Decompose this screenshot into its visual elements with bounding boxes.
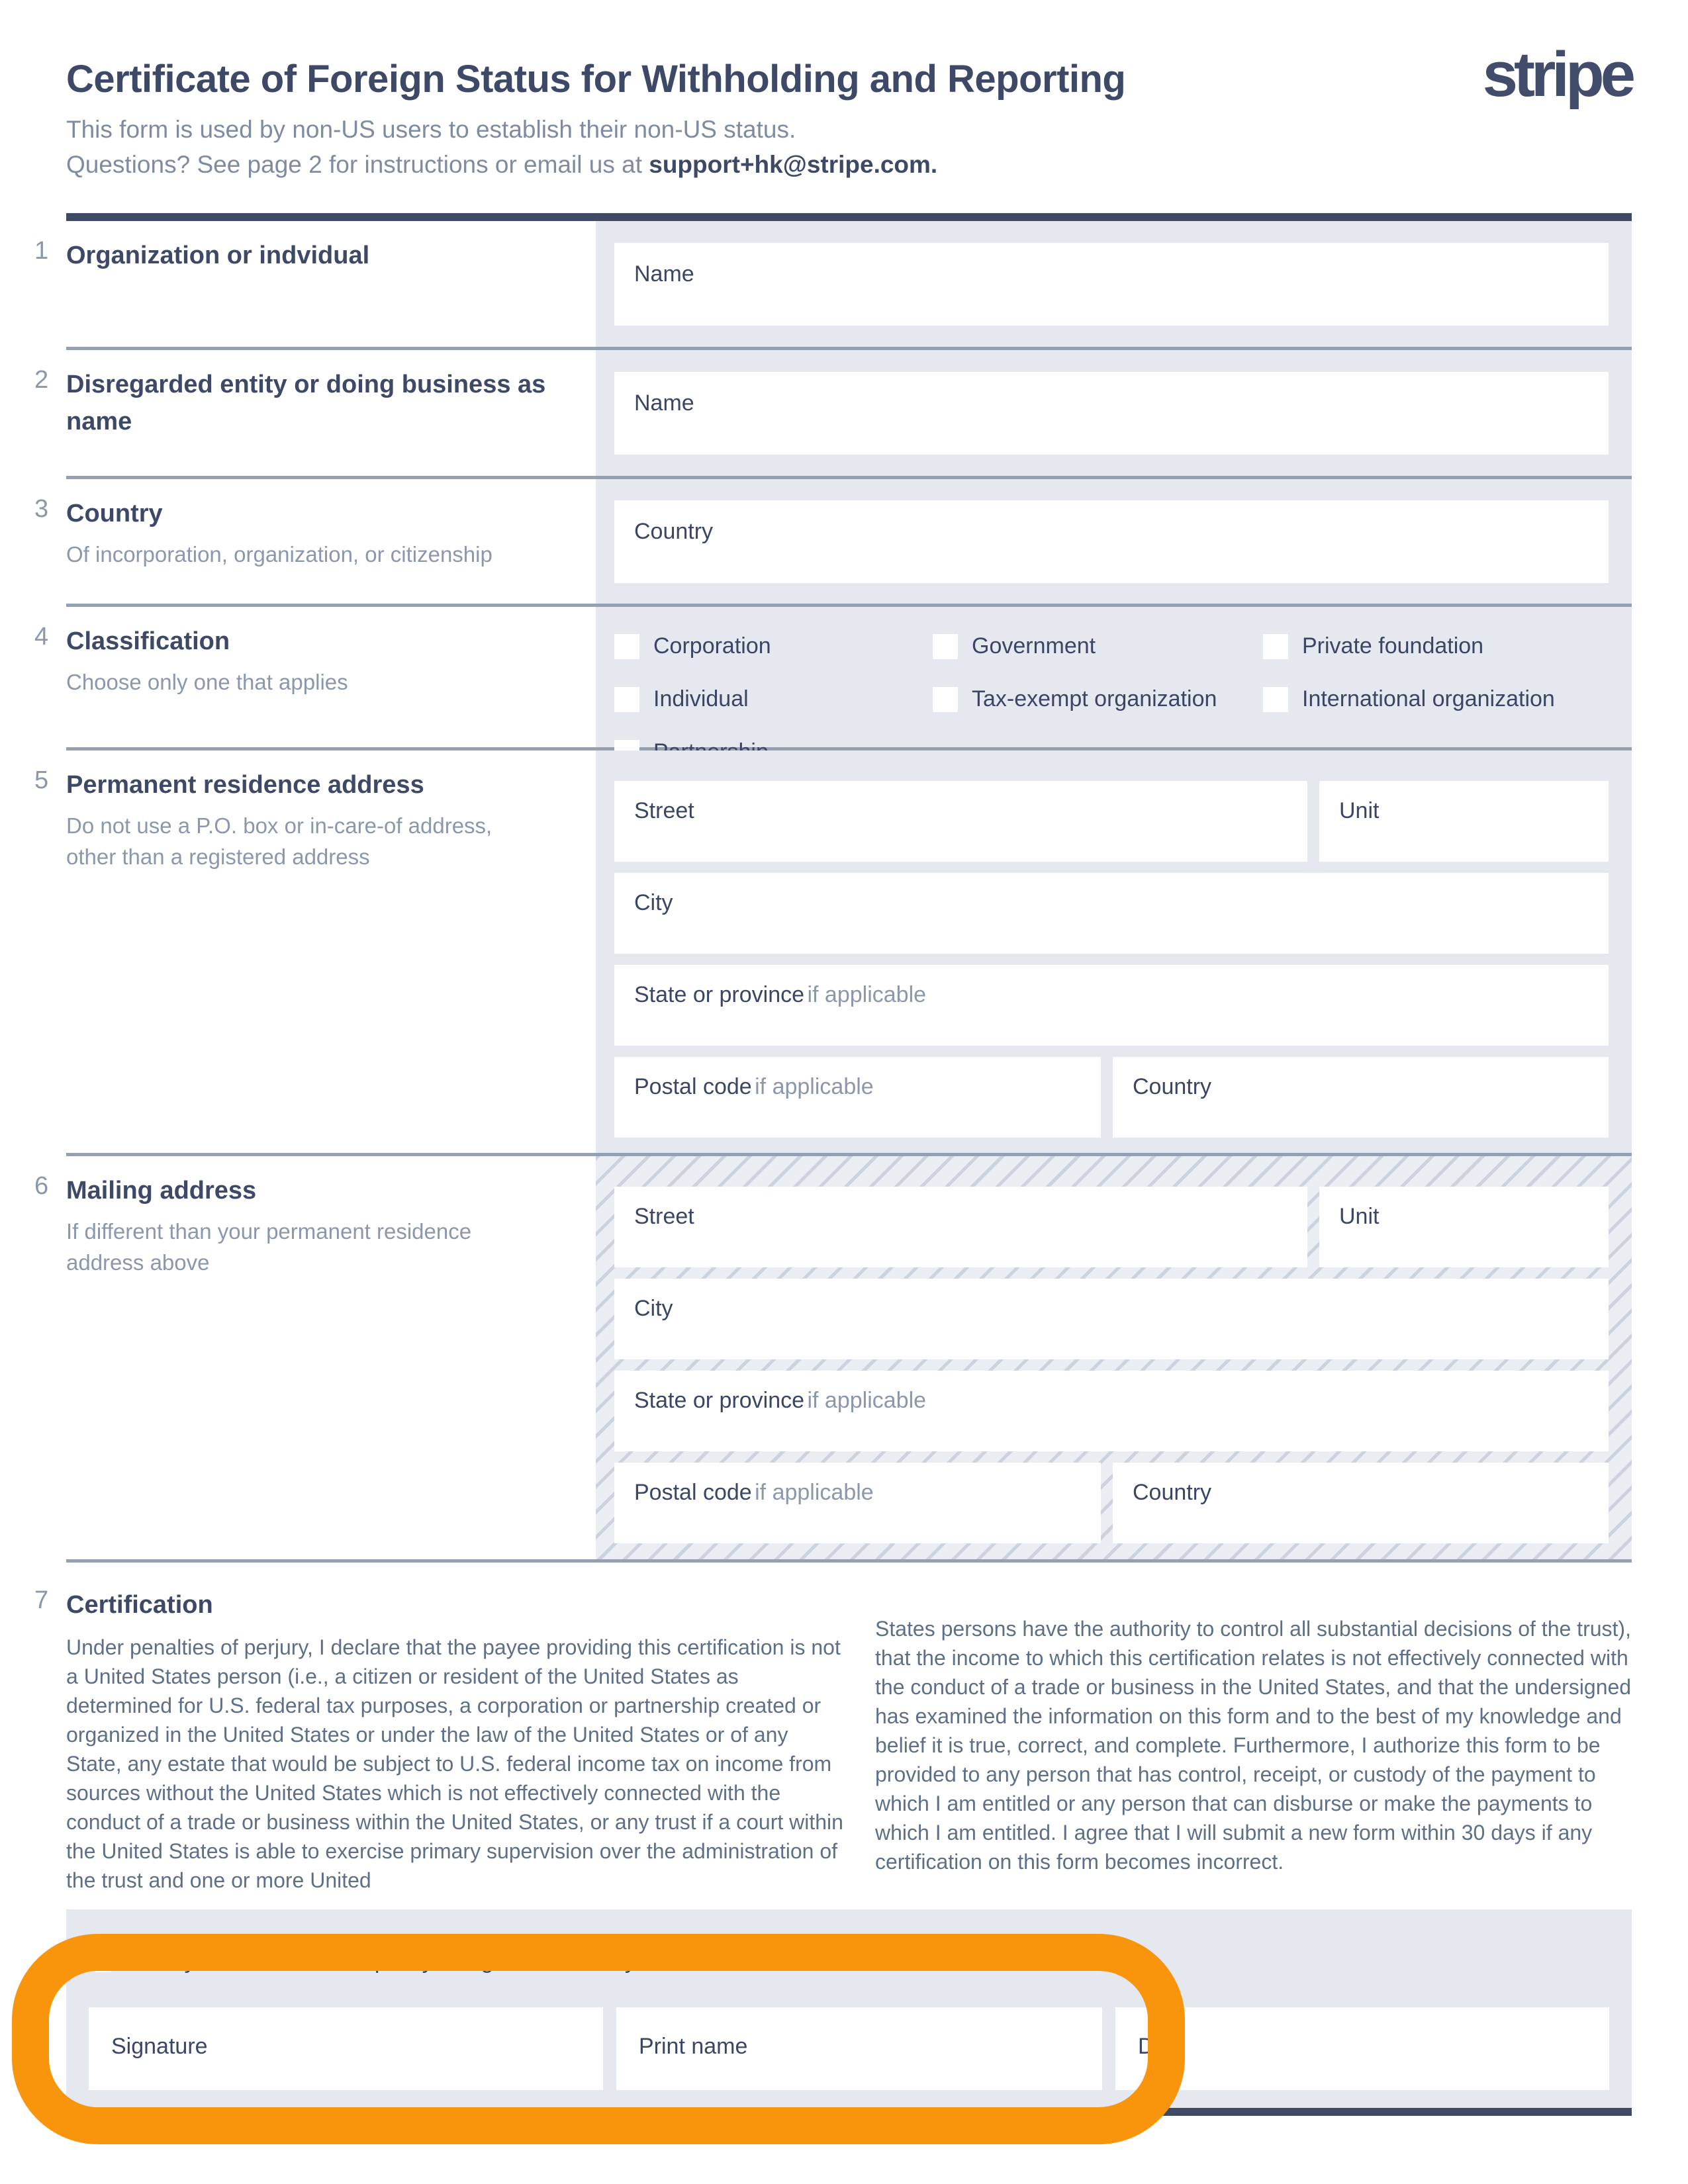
government-checkbox[interactable] <box>933 634 958 659</box>
mail-city-input[interactable]: City <box>614 1279 1609 1359</box>
mail-unit-input[interactable]: Unit <box>1319 1187 1609 1267</box>
individual-checkbox[interactable] <box>614 687 639 712</box>
perm-state-input[interactable]: State or province if applicable <box>614 965 1609 1046</box>
capacity-certify-checkbox[interactable] <box>89 1950 111 1972</box>
section-3-title: Country <box>66 500 163 527</box>
section-2-number: 2 <box>34 366 49 394</box>
mail-state-input[interactable]: State or province if applicable <box>614 1371 1609 1451</box>
print-name-input[interactable]: Print name <box>616 2007 1102 2090</box>
capacity-certify-row[interactable] <box>89 1949 1609 1973</box>
option-private-foundation[interactable]: Private foundation <box>1263 633 1609 659</box>
option-tax-exempt[interactable]: Tax-exempt organization <box>933 686 1263 712</box>
section-7-number: 7 <box>34 1586 49 1614</box>
perm-street-input[interactable]: Street <box>614 781 1307 862</box>
stripe-logo: stripe <box>1482 39 1632 110</box>
mail-country-input[interactable]: Country <box>1113 1463 1609 1543</box>
page-title: Certificate of Foreign Status for Withholding and Reporting <box>66 58 1126 101</box>
section-permanent-address <box>34 751 1632 1153</box>
option-corporation[interactable]: Corporation <box>614 633 933 659</box>
option-government[interactable]: Government <box>933 633 1263 659</box>
section-6-number: 6 <box>34 1172 49 1200</box>
top-divider-bar <box>66 213 1632 221</box>
section-7-title: Certification <box>66 1591 213 1619</box>
questions-prefix: Questions? See page 2 for instructions or email us at <box>66 151 649 178</box>
bottom-divider-bar <box>66 2108 1632 2116</box>
section-3-number: 3 <box>34 495 49 523</box>
mail-postal-input[interactable]: Postal code if applicable <box>614 1463 1101 1543</box>
section-1-title: Organization or indvidual <box>66 242 370 269</box>
perm-postal-input[interactable]: Postal code if applicable <box>614 1057 1101 1138</box>
corporation-checkbox[interactable] <box>614 634 639 659</box>
organization-name-input[interactable] <box>614 243 1609 326</box>
section-5-number: 5 <box>34 766 49 794</box>
option-individual[interactable]: Individual <box>614 686 933 712</box>
section-mailing-address <box>34 1156 1632 1559</box>
certification-text-right: States persons have the authority to control all substantial decisions of the trust), that the income to which this certification relates is not effectively connected with the conduct of a trade or business in the United States, and that the undersigned has examined the information on this form and to the best of my knowledge and belief it is true, correct, and complete. Furthermore, I authorize this form to be provided to any person that has control, receipt, or custody of the payment to which I am entitled or any person that can disburse or make the payments to which I am entitled. I agree that I will submit a new form within 30 days if any certification on this form becomes incorrect. <box>875 1617 1632 1874</box>
form-header <box>66 0 1632 213</box>
country-input-label: Country <box>634 518 714 544</box>
classification-options <box>614 607 1609 765</box>
capacity-certify-label: I certify that I have the capacity to sign for the entity identified on line 1 of this form. <box>123 1948 948 1974</box>
permanent-address-fields <box>614 751 1609 1138</box>
perm-unit-input[interactable]: Unit <box>1319 781 1609 862</box>
section-classification <box>34 607 1632 747</box>
support-email-link[interactable]: support+hk@stripe.com. <box>649 151 938 178</box>
section-disregarded-entity <box>34 350 1632 476</box>
section-2-title: Disregarded entity or doing business as name <box>66 371 546 435</box>
tax-exempt-checkbox[interactable] <box>933 687 958 712</box>
mail-street-input[interactable]: Street <box>614 1187 1307 1267</box>
section-6-subtitle: If different than your permanent residence address above <box>66 1219 472 1275</box>
section-organization <box>34 221 1632 347</box>
private-foundation-checkbox[interactable] <box>1263 634 1288 659</box>
international-org-checkbox[interactable] <box>1263 687 1288 712</box>
section-4-title: Classification <box>66 627 230 655</box>
mailing-address-fields <box>614 1156 1609 1543</box>
section-4-subtitle: Choose only one that applies <box>66 670 348 694</box>
organization-name-label: Name <box>634 261 694 287</box>
perm-country-input[interactable]: Country <box>1113 1057 1609 1138</box>
section-1-number: 1 <box>34 237 49 265</box>
perm-city-input[interactable]: City <box>614 873 1609 954</box>
section-5-subtitle: Do not use a P.O. box or in-care-of address, other than a registered address <box>66 813 492 869</box>
dba-name-input[interactable] <box>614 372 1609 455</box>
date-input[interactable]: Date <box>1115 2007 1609 2090</box>
section-5-title: Permanent residence address <box>66 771 424 799</box>
section-country <box>34 479 1632 604</box>
section-4-number: 4 <box>34 623 49 651</box>
signature-panel <box>66 1909 1632 2108</box>
country-input[interactable] <box>614 500 1609 583</box>
section-certification <box>34 1563 1632 1909</box>
section-3-subtitle: Of incorporation, organization, or citizenship <box>66 542 492 567</box>
dba-name-label: Name <box>634 390 694 416</box>
signature-input[interactable]: Signature <box>89 2007 603 2090</box>
option-international-org[interactable]: International organization <box>1263 686 1609 712</box>
certification-text-left: Under penalties of perjury, I declare that the payee providing this certification is not a United States person (i.e., a citizen or resident of the United States as determined for U.S. federal tax purposes, a corporation or partnership created or organized in the United States or under the law of the United States or of any State, any estate that would be subject to U.S. federal income tax on income from sources without the United States which is not effectively connected with the conduct of a trade or business within the United States, or any trust if a court within the United States is able to exercise primary supervision over the administration of the trust and one or more United <box>66 1635 843 1892</box>
section-6-title: Mailing address <box>66 1177 257 1205</box>
form-purpose-text: This form is used by non-US users to establish their non-US status. <box>66 116 796 143</box>
form-questions-text <box>66 147 1632 182</box>
